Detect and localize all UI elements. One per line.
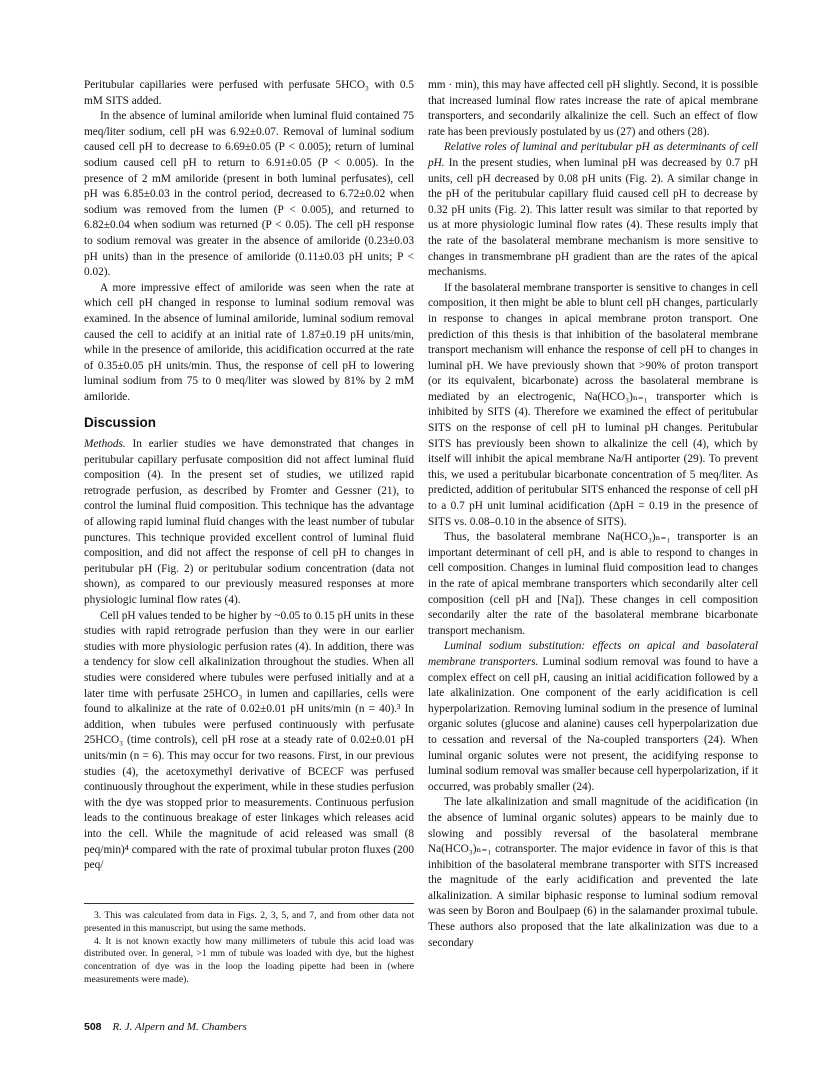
paragraph-luminal-sodium: [428, 639, 758, 795]
section-heading-discussion: Discussion: [84, 415, 157, 431]
run-in-heading: Relative roles of luminal and peritubular pH as determinants of cell pH.: [428, 141, 758, 169]
paragraph: Thus, the basolateral membrane Na(HCO₃)ₙ₌₁ transporter is an important determinant of cell pH, and is able to respond to changes in cell composition. Changes in luminal fluid composition lead to changes in the rate of apical membrane transporters which secondarily alter cell composition (cell pH and [Na]). These changes in cell composition secondarily alter the rate of the basolateral membrane bicarbonate transport mechanism.: [428, 531, 758, 637]
page-number: 508: [84, 1021, 102, 1033]
run-in-heading: Methods.: [84, 438, 126, 451]
paragraph-text: Luminal sodium removal was found to have a complex effect on cell pH, causing an initial acidification followed by a late alkalinization. One component of the early acidification is cell hyperpolarization. Removing luminal sodium in the presence of luminal organic solutes (glucose and alanine) causes cell hyperpolarization due to cessation and reversal of the Na-coupled transporters (24). When luminal organic solutes were not present, the acidifying response to luminal sodium removal was smaller because cell hyperpolarization, if it occurred, was probably smaller (24).: [428, 655, 759, 793]
paragraph-relative-roles: [428, 140, 758, 280]
paragraph: Cell pH values tended to be higher by ~0.05 to 0.15 pH units in these studies with rapid retrograde perfusion than they were in our earlier studies with more physiologic perfusion rates (4). In addition, there was a tendency for slow cell alkalinization throughout the studies. When all studies were considered where tubules were perfused initially and at a later time with perfusate 25HCO₃ in lumen and capillaries, cells were found to alkalinize at the rate of 0.02±0.01 pH units/min (n = 40).³ In addition, when tubules were perfused continuously with perfusate 25HCO₃ (time controls), cell pH rose at a steady rate of 0.02±0.01 pH units/min (n = 6). This may occur for two reasons. First, in our previous studies (4), the acetoxymethyl derivative of BCECF was perfused continuously throughout the experiment, while in these studies perfusion with the dye was stopped prior to measurements. Continuous perfusion leads to the continuous breakage of ester linkages which releases acid into the cell. While the magnitude of acid released was small (8 peq/min)⁴ compared with the rate of proximal tubular proton fluxes (200 peq/: [84, 609, 414, 872]
author-line: R. J. Alpern and M. Chambers: [112, 1021, 247, 1033]
footnote-3: 3. This was calculated from data in Figs. 2, 3, 5, and 7, and from other data not presented in this manuscript, but using the same methods.: [84, 910, 414, 934]
paragraph: mm · min), this may have affected cell pH slightly. Second, it is possible that increased luminal flow rates increase the rate of apical membrane transporters, and secondarily alkalinize the cell. Such an effect of flow rate has been previously postulated by us (27) and others (28).: [428, 79, 758, 138]
footnote-4: 4. It is not known exactly how many millimeters of tubule this acid load was distributed over. In general, >1 mm of tubule was loaded with dye, but the highest concentration of dye was in the loop the loading pipette had been in (where measurements were made).: [84, 935, 414, 985]
footnotes: [84, 903, 414, 987]
paragraph: The late alkalinization and small magnitude of the acidification (in the absence of luminal organic solutes) appears to be mainly due to slowing and possibly reversal of the basolateral membrane Na(HCO₃)ₙ₌₁ cotransporter. The major evidence in favor of this is that inhibition of the basolateral membrane transporter with SITS increased the magnitude of the early acidification and prevented the late alkalinization. A similar biphasic response to luminal sodium removal was seen by Boron and Boulpaep (6) in the salamander proximal tubule. These authors also proposed that the late alkalinization was due to a secondary: [428, 796, 758, 949]
running-footer: [84, 1020, 247, 1036]
run-in-heading: Luminal sodium substitution: effects on apical and basolateral membrane transporters.: [428, 640, 758, 668]
paragraph: If the basolateral membrane transporter is sensitive to changes in cell composition, it then might be able to blunt cell pH changes, particularly in response to changes in apical membrane proton transport. One prediction of this thesis is that inhibition of the basolateral membrane transport mechanism will enhance the response of cell pH to changes in luminal pH. We have previously shown that >90% of proton transport (or its equivalent, bicarbonate) across the basolateral membrane is mediated by an electrogenic, Na(HCO₃)ₙ₌₁ transporter which is inhibited by SITS (4). Therefore we examined the effect of peritubular SITS on the response of cell pH to luminal pH changes. Peritubular SITS has previously been shown to alkalinize the cell (4), which by itself will inhibit the apical membrane Na/H antiporter (29). To prevent this, we used a peritubular bicarbonate concentration of 5 meq/liter. As predicted, addition of peritubular SITS enhanced the response of cell pH to a 0.7 pH unit luminal acidification (ΔpH = 0.19 in the presence of SITS vs. 0.08–0.10 in the absence of SITS).: [428, 281, 758, 528]
paragraph-text: In the present studies, when luminal pH was decreased by 0.7 pH units, cell pH decreased by 0.08 pH units (Fig. 2). A similar change in the pH of the peritubular capillary fluid caused cell pH to decrease by 0.32 pH units (Fig. 2). This latter result was similar to that reported by us at more physiologic luminal flow rates (4). These results imply that the rate of the basolateral membrane mechanism is more sensitive to changes in transmembrane pH gradient than are the rates of the apical mechanisms.: [428, 156, 758, 279]
paragraph-text: In earlier studies we have demonstrated that changes in peritubular capillary perfusate composition did not affect luminal fluid composition (4). In the present set of studies, we utilized rapid retrograde perfusion, as described by Fromter and Gessner (21), to control the luminal fluid composition. This technique has the advantage of allowing rapid luminal fluid changes with the least number of tubular punctures. This technique provided excellent control of luminal fluid composition, and did not affect the response of cell pH to changes in peritubular pH (Fig. 2) or peritubular sodium concentration (data not shown), as compared to our previously measured responses at more physiologic luminal flow rates (4).: [84, 438, 414, 606]
left-column: [84, 78, 414, 874]
paragraph: Peritubular capillaries were perfused with perfusate 5HCO₃ with 0.5 mM SITS added.: [84, 79, 414, 107]
paragraph-methods: [84, 437, 414, 609]
right-column: [428, 78, 758, 951]
paragraph: A more impressive effect of amiloride was seen when the rate at which cell pH changed in response to luminal sodium removal was examined. In the absence of luminal amiloride, luminal sodium removal caused the cell to acidify at an initial rate of 1.87±0.19 pH units/min, while in the presence of amiloride, this acidification occurred at the rate of 0.35±0.05 pH units/min. Thus, the response of cell pH to lowering luminal sodium from 75 to 0 meq/liter was slowed by 81% by 2 mM amiloride.: [84, 281, 414, 403]
paragraph: In the absence of luminal amiloride when luminal fluid contained 75 meq/liter sodium, cell pH was 6.92±0.07. Removal of luminal sodium caused cell pH to decrease to 6.69±0.05 (P < 0.005); return of luminal sodium caused cell pH to return to 6.91±0.05 (P < 0.005). In the presence of 2 mM amiloride (present in both luminal perfusates), cell pH was 6.85±0.03 in the control period, decreased to 6.72±0.02 when sodium was removed from the lumen (P < 0.005), and returned to 6.82±0.04 when sodium was returned (P < 0.05). The cell pH response to sodium removal was greater in the absence of amiloride (0.23±0.03 pH units) than in the presence of amiloride (0.11±0.03 pH units; P < 0.02).: [84, 110, 414, 279]
